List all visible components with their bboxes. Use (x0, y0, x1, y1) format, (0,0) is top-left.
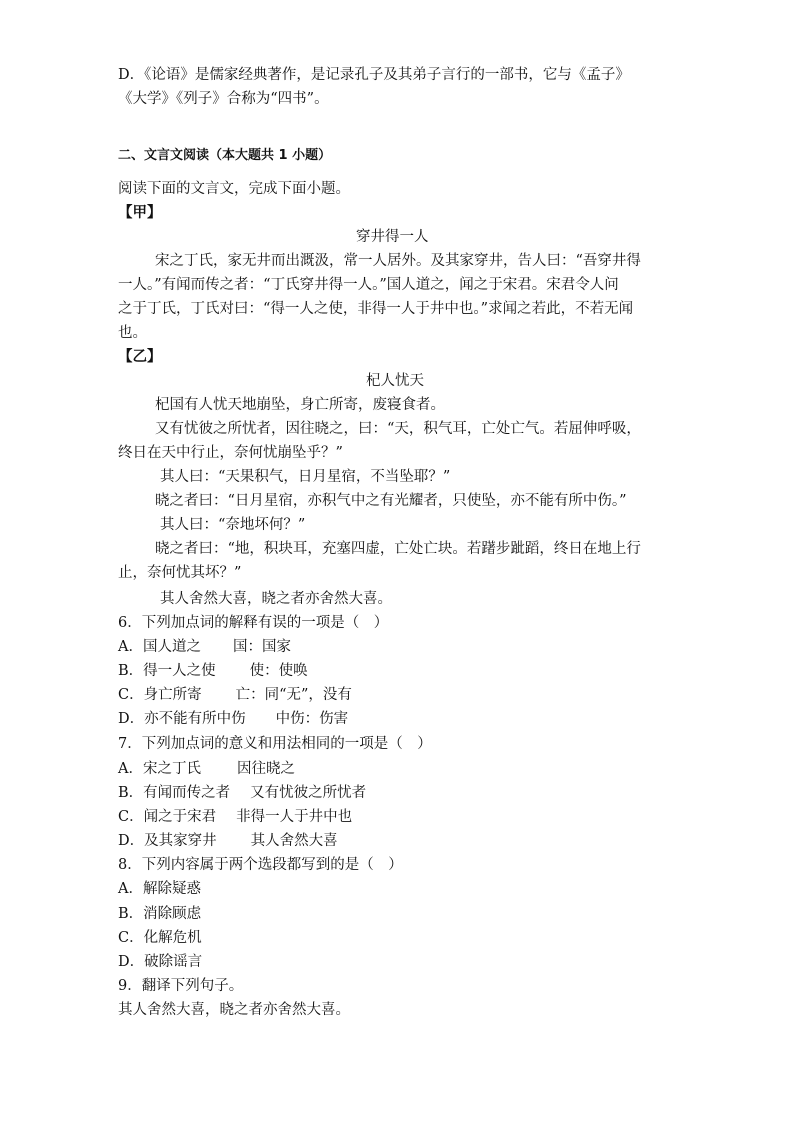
question-9-sentence: 其人舍然大喜，晓之者亦舍然大喜。 (118, 1002, 350, 1018)
passage-jia-line: 一人。”有闻而传之者：“丁氏穿井得一人。”国人道之，闻之于宋君。宋君令人问 (118, 277, 619, 293)
passage-yi-line: 晓之者曰：“日月星宿，亦积气中之有光耀者，只使坠，亦不能有所中伤。” (155, 493, 627, 509)
option-phrase: 有闻而传之者 (143, 785, 231, 801)
passage-yi-line: 终日在天中行止，奈何忧崩坠乎？” (118, 445, 343, 461)
question-8-option-a: A．解除疑惑 (118, 881, 201, 897)
option-phrase: 得一人之使 (143, 663, 216, 679)
option-gloss: 又有忧彼之所忧者 (250, 785, 367, 801)
reading-instruction: 阅读下面的文言文，完成下面小题。 (118, 181, 350, 197)
option-key: A． (118, 761, 143, 777)
passage-jia-title: 穿井得一人 (356, 229, 429, 245)
option-key: B． (118, 663, 144, 679)
option-key: B． (118, 785, 144, 801)
passage-jia-label: 【甲】 (118, 204, 162, 221)
question-7-option-a (118, 760, 295, 778)
option-phrase: 国人道之 (142, 639, 201, 655)
option-key: D． (118, 833, 145, 849)
passage-yi-line: 杞国有人忧天地崩坠，身亡所寄，废寝食者。 (155, 397, 445, 413)
passage-yi-title: 杞人忧天 (366, 373, 424, 389)
option-gloss: 中伤：伤害 (275, 711, 349, 727)
passage-yi-line: 晓之者曰：“地，积块耳，充塞四虚，亡处亡块。若躇步跐蹈，终日在地上行 (155, 541, 641, 557)
section-heading: 二、文言文阅读（本大题共 1 小题） (118, 148, 332, 163)
option-phrase: 及其家穿井 (144, 833, 217, 849)
passage-jia-line: 宋之丁氏，家无井而出溉汲，常一人居外。及其家穿井，告人曰：“吾穿井得 (155, 253, 641, 269)
option-phrase: 亦不能有所中伤 (144, 711, 246, 727)
option-gloss: 其人舍然大喜 (250, 833, 338, 849)
question-9-stem: 9．翻译下列句子。 (118, 978, 244, 994)
q5-option-d-line1: D．《论语》是儒家经典著作，是记录孔子及其弟子言行的一部书，它与《孟子》 (118, 67, 630, 83)
passage-yi-line: 其人曰：“天果积气，日月星宿，不当坠耶？” (160, 469, 451, 485)
question-8-stem: 8．下列内容属于两个选段都写到的是（ ） (118, 857, 403, 873)
q5-option-d-line2: 《大学》《列子》合称为“四书”。 (118, 91, 329, 107)
option-key: D． (118, 711, 145, 727)
option-phrase: 闻之于宋君 (143, 809, 217, 825)
question-7-stem: 7．下列加点词的意义和用法相同的一项是（ ） (118, 736, 432, 752)
question-6-option-b (118, 662, 308, 680)
passage-yi-line: 止，奈何忧其坏？” (118, 565, 242, 581)
passage-yi-label: 【乙】 (118, 348, 162, 365)
passage-yi-line: 其人舍然大喜，晓之者亦舍然大喜。 (160, 591, 392, 607)
passage-yi-line: 其人曰：“奈地坏何？” (160, 517, 306, 533)
option-gloss: 非得一人于井中也 (236, 809, 353, 825)
question-7-option-c (118, 808, 352, 826)
question-6-stem: 6．下列加点词的解释有误的一项是（ ） (118, 615, 389, 631)
passage-jia-line: 也。 (118, 325, 147, 341)
option-phrase: 身亡所寄 (143, 687, 202, 703)
question-7-option-d (118, 832, 338, 850)
question-8-option-c: C．化解危机 (118, 930, 202, 946)
option-gloss: 亡：同“无”，没有 (235, 687, 352, 703)
option-key: A． (118, 639, 143, 655)
option-gloss: 国：国家 (232, 639, 291, 655)
option-gloss: 使：使唤 (249, 663, 308, 679)
option-gloss: 因往晓之 (236, 761, 295, 777)
question-8-option-d: D．破除谣言 (118, 954, 203, 970)
question-6-option-d (118, 710, 348, 728)
option-key: C． (118, 687, 144, 703)
passage-jia-line: 之于丁氏，丁氏对曰：“得一人之使，非得一人于井中也。”求闻之若此，不若无闻 (118, 301, 634, 317)
question-6-option-a (118, 638, 291, 656)
option-phrase: 宋之丁氏 (142, 761, 201, 777)
option-key: C． (118, 809, 144, 825)
question-7-option-b (118, 784, 366, 802)
question-8-option-b: B．消除顾虑 (118, 906, 202, 922)
passage-yi-line: 又有忧彼之所忧者，因往晓之，曰：“天，积气耳，亡处亡气。若屈伸呼吸， (155, 421, 641, 437)
question-6-option-c (118, 686, 352, 704)
